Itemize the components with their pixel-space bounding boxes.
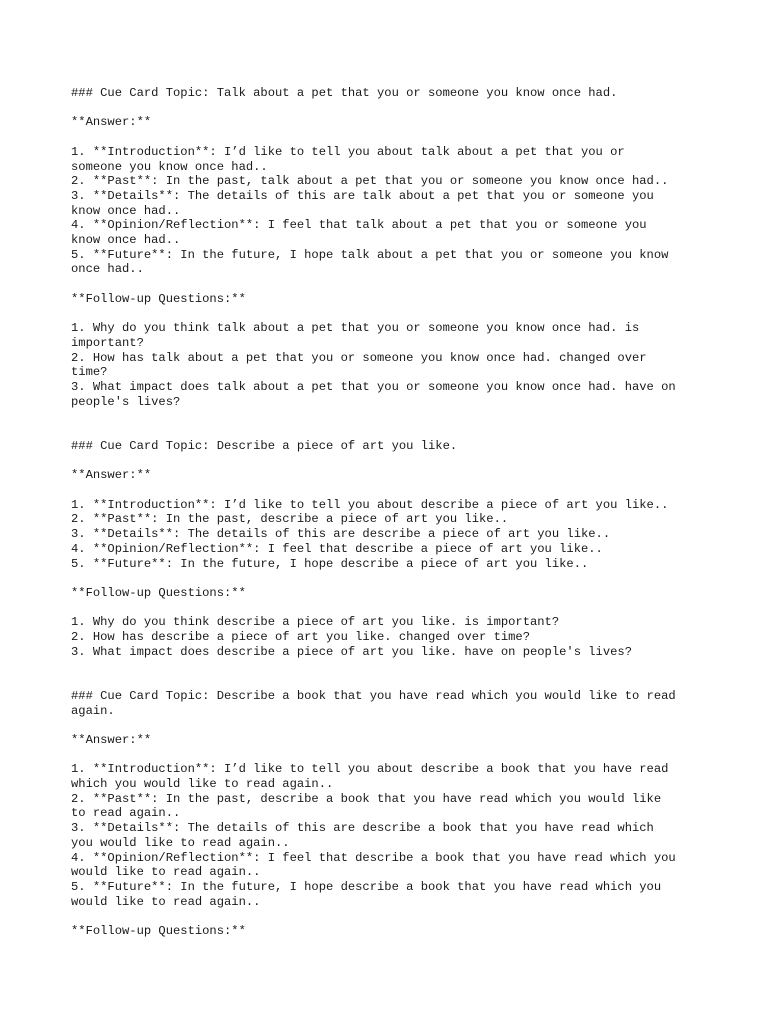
text-line: know once had.. xyxy=(71,233,181,248)
text-line: 1. Why do you think talk about a pet that you or someone you know once had. is xyxy=(71,321,640,336)
text-line: 5. **Future**: In the future, I hope talk about a pet that you or someone you know xyxy=(71,247,669,262)
text-line: 5. **Future**: In the future, I hope describe a book that you have read which you xyxy=(71,879,662,894)
cue-card-topic-heading: ### Cue Card Topic: Describe a book that you have read which you would like to read xyxy=(71,688,676,703)
text-line: time? xyxy=(71,365,108,380)
text-line: 1. **Introduction**: I’d like to tell you about describe a piece of art you like.. xyxy=(71,497,669,512)
text-line: important? xyxy=(71,335,144,350)
text-line: 4. **Opinion/Reflection**: I feel that talk about a pet that you or someone you xyxy=(71,218,647,233)
text-line: 2. **Past**: In the past, describe a piece of art you like.. xyxy=(71,512,509,527)
answer-label: **Answer:** xyxy=(71,732,152,747)
text-line: 4. **Opinion/Reflection**: I feel that describe a piece of art you like.. xyxy=(71,541,603,556)
text-line: 1. **Introduction**: I’d like to tell you about talk about a pet that you or xyxy=(71,144,625,159)
text-line: again. xyxy=(71,703,115,718)
cue-card-topic-heading: ### Cue Card Topic: Talk about a pet that you or someone you know once had. xyxy=(71,86,618,100)
text-line: 1. Why do you think describe a piece of art you like. is important? xyxy=(71,615,560,630)
cue-card-topic-heading: ### Cue Card Topic: Describe a piece of art you like. xyxy=(71,438,458,453)
text-line: 3. What impact does talk about a pet that you or someone you know once had. have on xyxy=(71,380,676,395)
text-line: 2. How has talk about a pet that you or someone you know once had. changed over xyxy=(71,350,647,365)
text-line: know once had.. xyxy=(71,203,181,218)
text-line: 2. How has describe a piece of art you like. changed over time? xyxy=(71,630,530,645)
answer-label: **Answer:** xyxy=(71,115,152,130)
text-line: would like to read again.. xyxy=(71,894,261,909)
answer-label: **Answer:** xyxy=(71,468,152,483)
follow-up-label: **Follow-up Questions:** xyxy=(71,924,246,939)
text-line: you would like to read again.. xyxy=(71,835,290,850)
follow-up-label: **Follow-up Questions:** xyxy=(71,291,246,306)
text-line: 2. **Past**: In the past, talk about a pet that you or someone you know once had.. xyxy=(71,174,669,189)
text-line: 1. **Introduction**: I’d like to tell you about describe a book that you have read xyxy=(71,762,669,777)
text-line: 3. **Details**: The details of this are talk about a pet that you or someone you xyxy=(71,188,654,203)
text-line: people's lives? xyxy=(71,394,181,409)
text-line: 4. **Opinion/Reflection**: I feel that describe a book that you have read which you xyxy=(71,850,676,865)
text-line: 5. **Future**: In the future, I hope describe a piece of art you like.. xyxy=(71,556,589,571)
text-line: once had.. xyxy=(71,262,144,277)
text-line: 3. What impact does describe a piece of art you like. have on people's lives? xyxy=(71,644,632,659)
text-line: 2. **Past**: In the past, describe a book that you have read which you would like xyxy=(71,791,662,806)
follow-up-label: **Follow-up Questions:** xyxy=(71,585,246,600)
text-line: 3. **Details**: The details of this are describe a book that you have read which xyxy=(71,821,654,836)
text-line: 3. **Details**: The details of this are describe a piece of art you like.. xyxy=(71,527,611,542)
text-line: to read again.. xyxy=(71,806,181,821)
text-line: would like to read again.. xyxy=(71,865,261,880)
text-line: which you would like to read again.. xyxy=(71,777,334,792)
document-text xyxy=(71,86,711,939)
text-line: someone you know once had.. xyxy=(71,159,268,174)
